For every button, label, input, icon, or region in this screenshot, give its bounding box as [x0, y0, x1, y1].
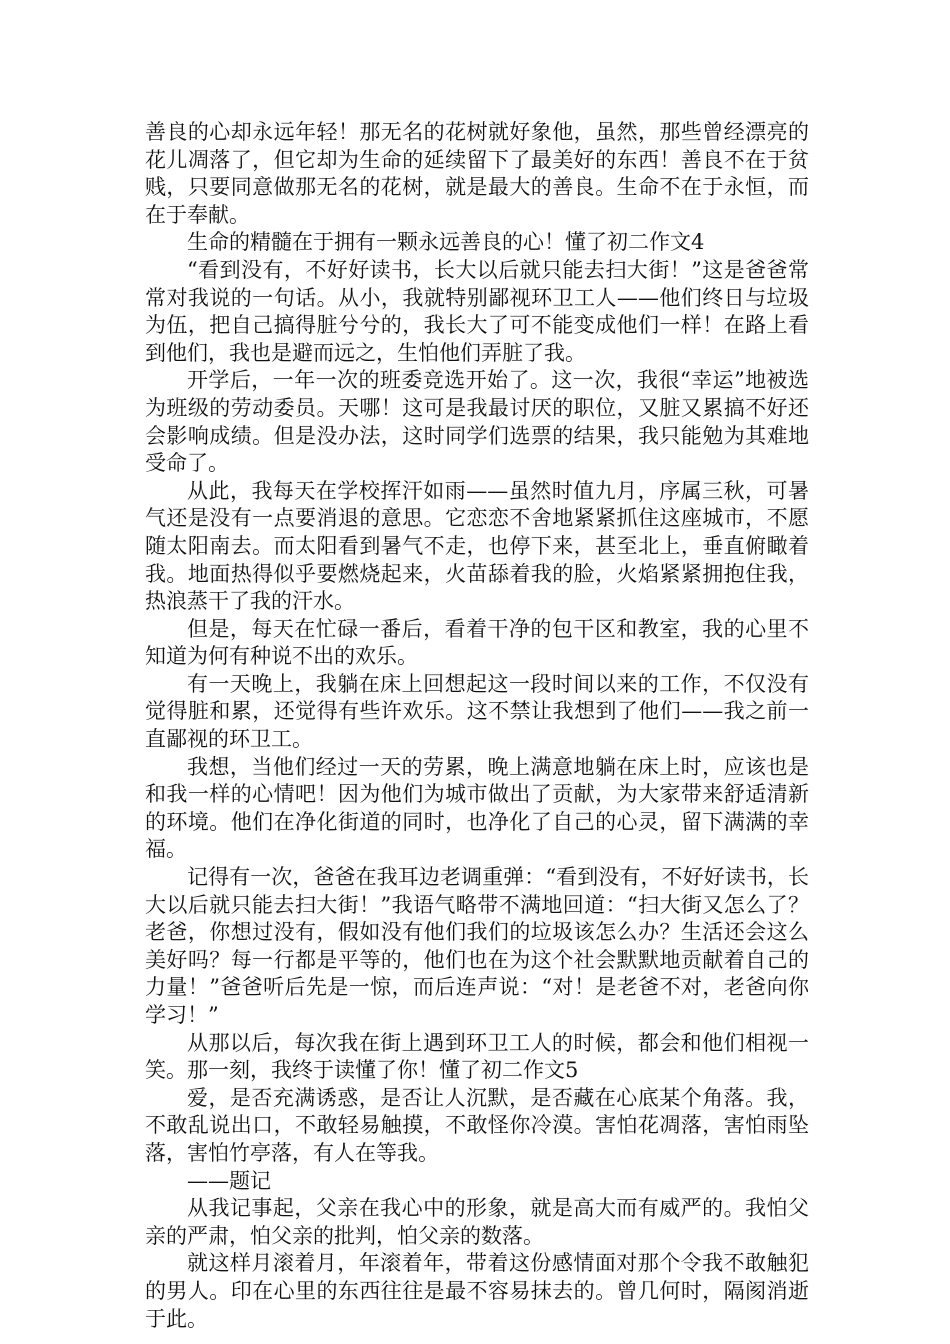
paragraph-13: 从我记事起，父亲在我心中的形象，就是高大而有威严的。我怕父亲的严肃，怕父亲的批判，怕父亲的数落。 — [145, 1196, 809, 1248]
paragraph-11: 爱，是否充满诱惑，是否让人沉默，是否藏在心底某个角落。我，不敢乱说出口，不敢轻易触摸，不敢怪你冷漠。害怕花凋落，害怕雨坠落，害怕竹亭落，有人在等我。 — [145, 1085, 809, 1165]
paragraph-14: 就这样月滚着月，年滚着年，带着这份感情面对那个令我不敢触犯的男人。印在心里的东西往往是最不容易抹去的。曾几何时，隔阂消逝于此。 — [145, 1251, 809, 1331]
paragraph-10: 从那以后，每次我在街上遇到环卫工人的时候，都会和他们相视一笑。那一刻，我终于读懂了你！懂了初二作文5 — [145, 1030, 809, 1083]
paragraph-8: 我想，当他们经过一天的劳累，晚上满意地躺在床上时，应该也是和我一样的心情吧！因为他们为城市做出了贡献，为大家带来舒适清新的环境。他们在净化街道的同时，也净化了自己的心灵，留下满满的幸福。 — [145, 754, 809, 862]
paragraph-12: ——题记 — [187, 1168, 271, 1193]
document-body — [145, 119, 809, 1333]
paragraph-1: 善良的心却永远年轻！那无名的花树就好象他，虽然，那些曾经漂亮的花儿凋落了，但它却为生命的延续留下了最美好的东西！善良不在于贫贱，只要同意做那无名的花树，就是最大的善良。生命不在于永恒，而在于奉献。 — [145, 120, 809, 227]
paragraph-5: 从此，我每天在学校挥汗如雨——虽然时值九月，序属三秋，可暑气还是没有一点要消退的意思。它恋恋不舍地紧紧抓住这座城市，不愿随太阳南去。而太阳看到暑气不走，也停下来，甚至北上，垂直俯瞰着我。地面热得似乎要燃烧起来，火苗舔着我的脸，火焰紧紧拥抱住我，热浪蒸干了我的汗水。 — [145, 478, 809, 614]
paragraph-9: 记得有一次，爸爸在我耳边老调重弹：“看到没有，不好好读书，长大以后就只能去扫大街！”我语气略带不满地回道：“扫大街又怎么了？老爸，你想过没有，假如没有他们我们的垃圾该怎么办？生活还会这么美好吗？每一行都是平等的，他们也在为这个社会默默地贡献着自己的力量！”爸爸听后先是一惊，而后连声说：“对！是老爸不对，老爸向你学习！” — [145, 865, 809, 1027]
paragraph-2: 生命的精髓在于拥有一颗永远善良的心！懂了初二作文4 — [187, 230, 705, 255]
paragraph-4: 开学后，一年一次的班委竞选开始了。这一次，我很“幸运”地被选为班级的劳动委员。天哪！这可是我最讨厌的职位，又脏又累搞不好还会影响成绩。但是没办法，这时同学们选票的结果，我只能勉为其难地受命了。 — [145, 368, 809, 476]
paragraph-7: 有一天晚上，我躺在床上回想起这一段时间以来的工作，不仅没有觉得脏和累，还觉得有些许欢乐。这不禁让我想到了他们——我之前一直鄙视的环卫工。 — [145, 671, 809, 752]
paragraph-3: “看到没有，不好好读书，长大以后就只能去扫大街！”这是爸爸常常对我说的一句话。从小，我就特别鄙视环卫工人——他们终日与垃圾为伍，把自己搞得脏兮兮的，我长大了可不能变成他们一样！在路上看到他们，我也是避而远之，生怕他们弄脏了我。 — [145, 257, 809, 365]
paragraph-6: 但是，每天在忙碌一番后，看着干净的包干区和教室，我的心里不知道为何有种说不出的欢乐。 — [145, 616, 809, 669]
